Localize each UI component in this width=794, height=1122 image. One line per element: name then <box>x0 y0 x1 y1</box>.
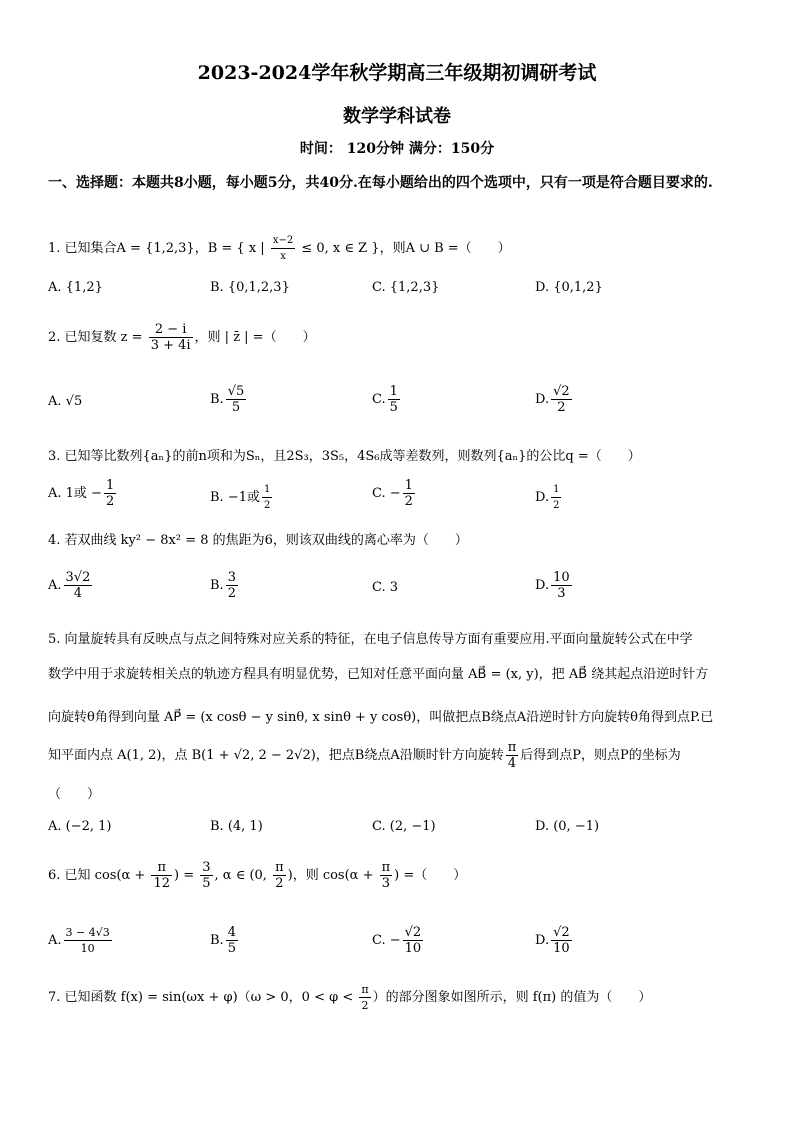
question-4-option-a: A. $\frac{3√2}{4}$ <box>48 570 91 601</box>
question-5-line-5: （ ） <box>48 787 101 802</box>
question-5-option-a: A. (−2, 1) <box>48 819 112 834</box>
question-5-option-c: C. (2, −1) <box>372 819 436 834</box>
section-heading: 一、选择题：本题共8小题，每小题5分，共40分.在每小题给出的四个选项中，只有一项是符合题目要求的. <box>48 175 713 191</box>
question-4-option-d: D. $\frac{10}{3}$ <box>535 570 570 601</box>
question-7-stem: 7. 已知函数 f(x) = sin(ωx + φ)（ω > 0，0 < φ < $\frac{\pi}{2}$ ）的部分图象如图所示，则 f(π) 的值为（ ） <box>48 983 652 1012</box>
question-1-option-b: B. {0,1,2,3} <box>210 280 290 295</box>
exam-time-info: 时间： 120分钟 满分：150分 <box>299 141 495 157</box>
question-5-option-d: D. (0, −1) <box>535 819 600 834</box>
question-1-option-c: C. {1,2,3} <box>372 280 440 295</box>
question-4-stem: 4. 若双曲线 ky² − 8x² = 8 的焦距为6，则该双曲线的离心率为（ ） <box>48 533 468 548</box>
question-3-option-b: B. −1或 $\frac{1}{2}$ <box>210 484 271 511</box>
question-1-stem: 1. 已知集合A = {1,2,3}，B = { x | $\frac{x-2}{x}$ ≤ 0, x ∈ Z }，则A ∪ B =（ ） <box>48 235 511 262</box>
question-2-option-b: B. $\frac{√5}{5}$ <box>210 384 245 415</box>
exam-subtitle: 数学学科试卷 <box>343 106 451 127</box>
question-6-option-d: D. $\frac{√2}{10}$ <box>535 925 570 956</box>
question-3-option-c: C. − $\frac{1}{2}$ <box>372 478 413 509</box>
question-6-stem: 6. 已知 cos(α + $\frac{\pi}{12}$ ) = $\frac{3}{5}$ , α ∈ (0, $\frac{\pi}{2}$ )，则 cos(α + $\frac{\pi}{3}$ ) =（ ） <box>48 860 467 891</box>
question-1-option-d: D. {0,1,2} <box>535 280 603 295</box>
question-2-option-a: A. √5 <box>48 394 83 409</box>
question-5-line-1: 5. 向量旋转具有反映点与点之间特殊对应关系的特征，在电子信息传导方面有重要应用.平面向量旋转公式在中学 <box>48 632 693 647</box>
question-5-line-2: 数学中用于求旋转相关点的轨迹方程具有明显优势，已知对任意平面向量 AB⃗ = (x, y)，把 AB⃗ 绕其起点沿逆时针方 <box>48 667 709 682</box>
question-5-option-b: B. (4, 1) <box>210 819 263 834</box>
question-3-stem: 3. 已知等比数列{aₙ}的前n项和为Sₙ，且2S₃，3S₅，4S₆成等差数列，则数列{aₙ}的公比q =（ ） <box>48 449 641 464</box>
question-3-option-d: D. $\frac{1}{2}$ <box>535 484 560 511</box>
question-2-stem: 2. 已知复数 z = $\frac{2 - i}{3 + 4i}$ ，则 | z̄ | =（ ） <box>48 322 316 353</box>
question-5-line-4: 知平面内点 A(1, 2)，点 B(1 + √2, 2 − 2√2)，把点B绕点A沿顺时针方向旋转 $\frac{\pi}{4}$ 后得到点P，则点P的坐标为 <box>48 740 681 771</box>
exam-title: 2023-2024学年秋学期高三年级期初调研考试 <box>197 62 597 84</box>
question-6-option-c: C. − $\frac{√2}{10}$ <box>372 925 422 956</box>
question-5-line-3: 向旋转θ角得到向量 AP⃗ = (x cosθ − y sinθ, x sinθ + y cosθ)，叫做把点B绕点A沿逆时针方向旋转θ角得到点P.已 <box>48 710 714 725</box>
question-2-option-d: D. $\frac{√2}{2}$ <box>535 384 570 415</box>
question-6-option-a: A. $\frac{3 - 4√3}{10}$ <box>48 926 110 955</box>
question-2-option-c: C. $\frac{1}{5}$ <box>372 384 398 415</box>
question-4-option-c: C. 3 <box>372 580 399 595</box>
question-6-option-b: B. $\frac{4}{5}$ <box>210 925 236 956</box>
question-1-option-a: A. {1,2} <box>48 280 103 295</box>
question-3-option-a: A. 1或 − $\frac{1}{2}$ <box>48 478 115 509</box>
question-4-option-b: B. $\frac{3}{2}$ <box>210 570 236 601</box>
